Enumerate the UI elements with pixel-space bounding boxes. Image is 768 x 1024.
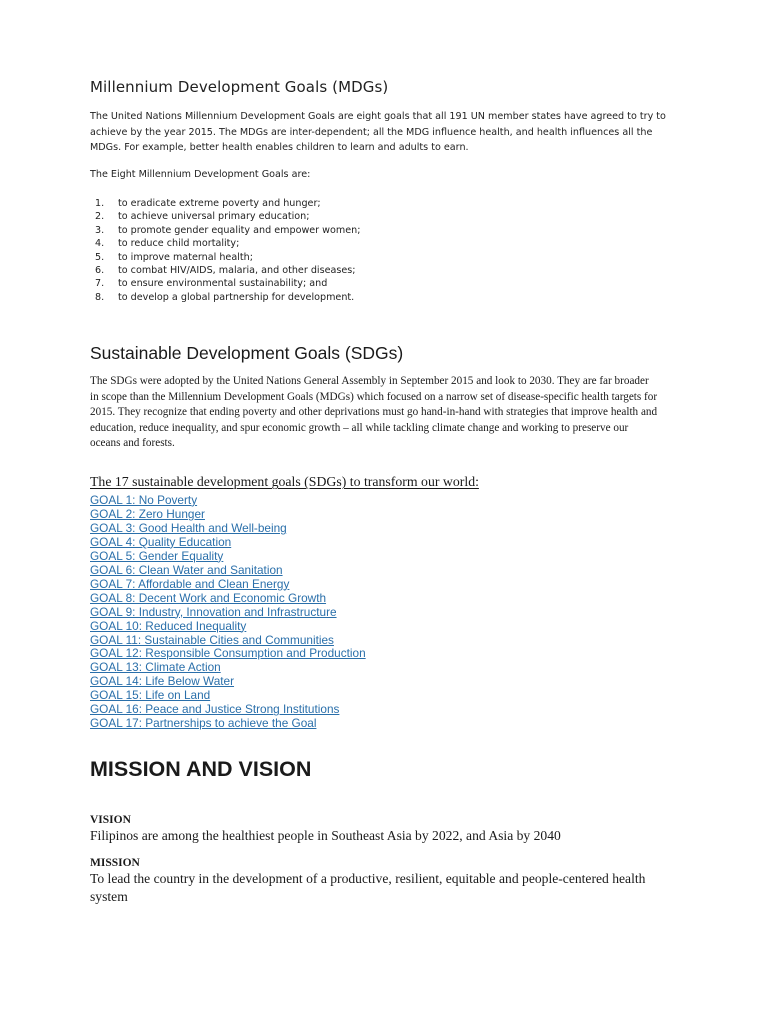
sdg-goal-item <box>90 606 366 620</box>
sdg-goal-link[interactable]: GOAL 11: Sustainable Cities and Communities <box>90 632 334 647</box>
mdg-goal-text: to ensure environmental sustainability; and <box>118 278 328 290</box>
sdg-goal-item <box>90 550 366 564</box>
mdg-goal-text: to develop a global partnership for development. <box>118 291 355 303</box>
sdg-goal-link[interactable]: GOAL 8: Decent Work and Economic Growth <box>90 590 327 605</box>
sdg-goal-item <box>90 689 366 703</box>
sdg-goal-link[interactable]: GOAL 13: Climate Action <box>90 660 221 675</box>
sdg-goal-item <box>90 661 366 675</box>
mdg-goal-number: 7. <box>95 278 105 290</box>
sdg-goal-item <box>90 620 366 634</box>
mission-text: To lead the country in the development of a productive, resilient, equitable and people-centered health system <box>90 871 646 904</box>
sdg-goal-link[interactable]: GOAL 15: Life on Land <box>90 688 211 703</box>
sdg-goal-item <box>90 508 366 522</box>
mdg-goal-number: 4. <box>95 238 105 250</box>
mdg-intro-paragraph: The United Nations Millennium Development Goals are eight goals that all 191 UN member states have agreed to try to achieve by the year 2015. The MDGs are inter-dependent; all the MDG influence health, and health influences all the MDGs. For example, better health enables children to learn and adults to earn. <box>90 111 666 153</box>
sdg-goal-item <box>90 647 366 661</box>
mdg-goal-text: to improve maternal health; <box>118 251 253 263</box>
mdg-heading: Millennium Development Goals (MDGs) <box>90 78 389 96</box>
sdg-goal-link[interactable]: GOAL 2: Zero Hunger <box>90 506 205 521</box>
sdg-goal-link[interactable]: GOAL 14: Life Below Water <box>90 674 235 689</box>
mdg-goal-item <box>90 291 360 304</box>
mdg-goal-item <box>90 197 360 210</box>
sdg-goal-link[interactable]: GOAL 7: Affordable and Clean Energy <box>90 576 290 591</box>
sdg-goal-item <box>90 522 366 536</box>
mdg-goal-text: to achieve universal primary education; <box>118 211 310 223</box>
sdg-goal-link[interactable]: GOAL 10: Reduced Inequality <box>90 618 247 633</box>
mdg-goal-item <box>90 277 360 290</box>
sdg-goal-link[interactable]: GOAL 4: Quality Education <box>90 534 232 549</box>
mission-vision-heading: MISSION AND VISION <box>90 757 312 781</box>
sdg-goal-link[interactable]: GOAL 12: Responsible Consumption and Production <box>90 646 366 661</box>
mdg-goal-number: 2. <box>95 211 105 223</box>
mdg-goal-text: to promote gender equality and empower women; <box>118 224 361 236</box>
vision-label: VISION <box>90 814 131 826</box>
sdg-goal-item <box>90 634 366 648</box>
mdg-goal-number: 3. <box>95 224 105 236</box>
mdg-goal-list <box>90 197 360 304</box>
mdg-goal-number: 1. <box>95 198 105 209</box>
sdg-goal-link[interactable]: GOAL 1: No Poverty <box>90 493 198 507</box>
sdg-goal-link[interactable]: GOAL 6: Clean Water and Sanitation <box>90 562 283 577</box>
sdg-goal-item <box>90 592 366 606</box>
mdg-list-lead: The Eight Millennium Development Goals are: <box>90 169 311 180</box>
mdg-goal-item <box>90 210 360 223</box>
sdg-heading: Sustainable Development Goals (SDGs) <box>90 343 404 363</box>
mdg-goal-number: 8. <box>95 291 105 303</box>
mdg-goal-number: 5. <box>95 251 105 263</box>
mdg-goal-item <box>90 224 360 237</box>
vision-text: Filipinos are among the healthiest people in Southeast Asia by 2022, and Asia by 2040 <box>90 828 561 843</box>
mdg-goal-item <box>90 264 360 277</box>
sdg-goal-link[interactable]: GOAL 9: Industry, Innovation and Infrastructure <box>90 604 337 619</box>
sdg-goal-link[interactable]: GOAL 17: Partnerships to achieve the Goal <box>90 716 317 731</box>
sdg-goal-link[interactable]: GOAL 3: Good Health and Well-being <box>90 520 287 535</box>
sdg-intro-paragraph: The SDGs were adopted by the United Nations General Assembly in September 2015 and look to 2030. They are far broader in scope than the Millennium Development Goals (MDGs) which focused on a narrow set of disease-specific health targets for 2015. They recognize that ending poverty and other deprivations must go hand-in-hand with strategies that improve health and education, reduce inequality, and spur economic growth – all while tackling climate change and working to preserve our oceans and forests. <box>90 375 658 450</box>
mdg-goal-text: to reduce child mortality; <box>118 238 240 250</box>
sdg-goal-item <box>90 675 366 689</box>
sdg-goal-list <box>90 494 366 731</box>
sdg-goal-item <box>90 717 366 731</box>
mdg-goal-item <box>90 237 360 250</box>
sdg-goal-item <box>90 703 366 717</box>
sdg-goal-item <box>90 536 366 550</box>
sdg-goal-item <box>90 578 366 592</box>
sdg-goal-link[interactable]: GOAL 16: Peace and Justice Strong Institutions <box>90 702 340 717</box>
mdg-goal-text: to eradicate extreme poverty and hunger; <box>118 198 321 209</box>
mdg-goal-item <box>90 251 360 264</box>
mission-label: MISSION <box>90 857 140 869</box>
sdg-goal-link[interactable]: GOAL 5: Gender Equality <box>90 548 224 563</box>
mdg-goal-number: 6. <box>95 265 105 277</box>
sdg-list-lead: The 17 sustainable development goals (SDGs) to transform our world: <box>90 474 479 489</box>
mdg-goal-text: to combat HIV/AIDS, malaria, and other diseases; <box>118 265 356 277</box>
sdg-goal-item <box>90 494 366 508</box>
sdg-goal-item <box>90 564 366 578</box>
